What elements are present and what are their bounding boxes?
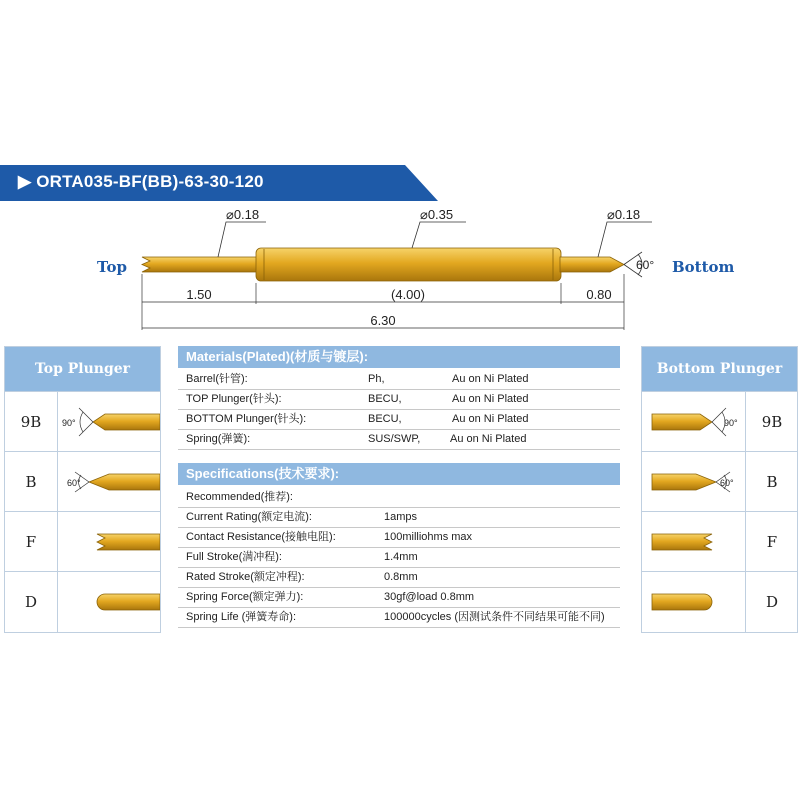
dim-top-plunger-length: 1.50 <box>186 287 212 302</box>
plunger-code: B <box>5 452 58 512</box>
spec-row <box>178 528 620 548</box>
point-90-tip-icon <box>57 392 160 452</box>
bottom-plunger-row-9b <box>642 391 797 452</box>
point-90-tip-icon <box>642 392 745 452</box>
spec-name: Contact Resistance(接触电阻): <box>186 531 336 543</box>
plunger-code: F <box>5 512 58 572</box>
probe-drawing <box>0 200 800 340</box>
material-value: BECU, <box>368 393 402 405</box>
barrel-dia-leader <box>412 222 466 248</box>
material-name: TOP Plunger(针头): <box>186 393 282 405</box>
top-end-label: Top <box>97 258 127 276</box>
material-value: Ph, <box>368 373 385 385</box>
spec-name: Spring Force(额定弹力): <box>186 591 304 603</box>
material-name: Spring(弹簧): <box>186 433 251 445</box>
point-60-tip-icon <box>57 452 160 512</box>
top-plunger-row-f <box>5 511 160 572</box>
spec-name: Current Rating(额定电流): <box>186 511 312 523</box>
spec-row <box>178 548 620 568</box>
spec-name: Spring Life (弹簧寿命): <box>186 611 297 623</box>
plunger-code: 9B <box>745 392 798 452</box>
bottom-end-label: Bottom <box>672 258 735 276</box>
spec-row <box>178 608 620 628</box>
top-plunger-table <box>4 346 161 633</box>
top-plunger-header: Top Plunger <box>5 347 160 391</box>
spec-value: 1.4mm <box>384 551 418 563</box>
spec-value: 30gf@load 0.8mm <box>384 591 475 603</box>
bottom-plunger <box>560 257 624 272</box>
spec-name: Rated Stroke(额定冲程): <box>186 571 305 583</box>
round-tip-icon <box>642 572 745 632</box>
dim-barrel-dia: ⌀0.35 <box>420 207 454 222</box>
spec-row <box>178 488 620 508</box>
dim-barrel-length: (4.00) <box>391 287 425 302</box>
spec-row <box>178 568 620 588</box>
point-60-tip-icon <box>642 452 745 512</box>
material-plating: Au on Ni Plated <box>452 373 529 385</box>
top-plunger-row-9b <box>5 391 160 452</box>
plunger-code: F <box>745 512 798 572</box>
material-plating: Au on Ni Plated <box>450 433 527 445</box>
top-plunger-row-b <box>5 451 160 512</box>
plunger-code: D <box>5 572 58 632</box>
plunger-code: D <box>745 572 798 632</box>
bottom-plunger-header: Bottom Plunger <box>642 347 797 391</box>
round-tip-icon <box>57 572 160 632</box>
spec-row <box>178 588 620 608</box>
spec-name: Full Stroke(满冲程): <box>186 551 282 563</box>
material-plating: Au on Ni Plated <box>452 413 529 425</box>
spec-value: 0.8mm <box>384 571 418 583</box>
dim-tip-angle: 60° <box>636 258 655 272</box>
material-value: BECU, <box>368 413 402 425</box>
material-row <box>178 430 620 450</box>
material-value: SUS/SWP, <box>368 433 421 445</box>
specifications-header: Specifications(技术要求): <box>178 463 620 485</box>
plunger-code: B <box>745 452 798 512</box>
bottom-plunger-row-b <box>642 451 797 512</box>
materials-header: Materials(Plated)(材质与镀层): <box>178 346 620 368</box>
spec-value: 100milliohms max <box>384 531 473 543</box>
dim-bottom-dia: ⌀0.18 <box>607 207 641 222</box>
page-title: ▶ ORTA035-BF(BB)-63-30-120 <box>18 172 264 191</box>
dim-top-dia: ⌀0.18 <box>226 207 260 222</box>
bottom-plunger-row-f <box>642 511 797 572</box>
top-plunger <box>142 257 258 272</box>
bottom-plunger-row-d <box>642 571 797 632</box>
tip-angle-label: 90° <box>724 418 738 428</box>
spec-value: 100000cycles (因测试条件不同结果可能不同) <box>384 611 605 623</box>
plunger-code: 9B <box>5 392 58 452</box>
material-row <box>178 390 620 410</box>
bottom-plunger-table <box>641 346 798 633</box>
material-name: BOTTOM Plunger(针头): <box>186 413 307 425</box>
title-banner <box>0 165 440 201</box>
tip-angle-label: 60° <box>67 478 81 488</box>
tip-angle-label: 90° <box>62 418 76 428</box>
material-plating: Au on Ni Plated <box>452 393 529 405</box>
crown-tip-icon <box>642 512 745 572</box>
spec-name: Recommended(推荐): <box>186 491 293 503</box>
crown-tip-icon <box>57 512 160 572</box>
top-plunger-row-d <box>5 571 160 632</box>
material-row <box>178 410 620 430</box>
bottom-dia-leader <box>598 222 652 257</box>
barrel <box>256 248 561 281</box>
title-text: ORTA035-BF(BB)-63-30-120 <box>36 172 264 191</box>
tip-angle-label: 60° <box>720 478 734 488</box>
dim-bottom-plunger-length: 0.80 <box>586 287 612 302</box>
material-row <box>178 370 620 390</box>
spec-value: 1amps <box>384 511 418 523</box>
spec-row <box>178 508 620 528</box>
dim-total-length: 6.30 <box>370 313 396 328</box>
material-name: Barrel(针管): <box>186 373 248 385</box>
